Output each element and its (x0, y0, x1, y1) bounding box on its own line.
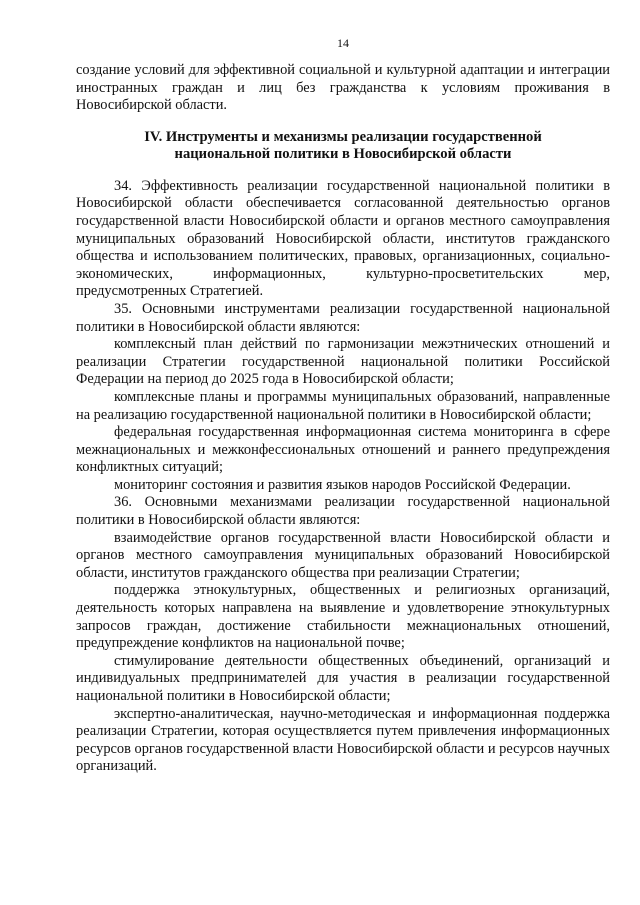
mechanism-item: взаимодействие органов государственной власти Новосибирской области и органов местного самоуправления муниципальных образований Новосибирской области, институтов гражданского общества при реализации Стратегии; (76, 529, 610, 581)
mechanism-item: стимулирование деятельности общественных объединений, организаций и индивидуальных предпринимателей для участия в реализации государственной национальной политики в Новосибирской области; (76, 652, 610, 704)
section-heading-line-1: IV. Инструменты и механизмы реализации государственной (144, 128, 542, 145)
document-page (76, 36, 610, 776)
paragraph-35: 35. Основными инструментами реализации государственной национальной политики в Новосибирской области являются: (76, 300, 610, 335)
page-number: 14 (337, 36, 349, 50)
instrument-item: федеральная государственная информационная система мониторинга в сфере межнациональных и межконфессиональных отношений и раннего предупреждения конфликтных ситуаций; (76, 424, 610, 476)
paragraph-34: 34. Эффективность реализации государственной национальной политики в Новосибирской области обеспечивается согласованной деятельностью органов государственной власти Новосибирской области и органов местного самоуправления муниципальных образований Новосибирской области, институтов гражданского общества и использованием политических, правовых, организационных, социально-экономических, информационных, культурно-просветительских мер, предусмотренных Стратегией. (76, 177, 610, 300)
intro-paragraph: создание условий для эффективной социальной и культурной адаптации и интеграции иностранных граждан и лиц без гражданства к условиям проживания в Новосибирской области. (76, 62, 610, 114)
mechanism-item: поддержка этнокультурных, общественных и религиозных организаций, деятельность которых направлена на выявление и удовлетворение этнокультурных запросов граждан, достижение стабильности межнациональных отношений, предупреждение конфликтов на национальной почве; (76, 582, 610, 652)
instrument-item: комплексный план действий по гармонизации межэтнических отношений и реализации Стратегии государственной национальной политики Российской Федерации на период до 2025 года в Новосибирской области; (76, 336, 610, 388)
instrument-item: мониторинг состояния и развития языков народов Российской Федерации. (114, 476, 571, 493)
section-heading-line-2: национальной политики в Новосибирской области (174, 145, 512, 162)
instrument-item: комплексные планы и программы муниципальных образований, направленные на реализацию государственной национальной политики в Новосибирской области; (76, 388, 610, 423)
mechanism-item: экспертно-аналитическая, научно-методическая и информационная поддержка реализации Стратегии, которая осуществляется путем привлечения информационных ресурсов органов государственной власти Новосибирской области и ресурсов научных организаций. (76, 705, 610, 775)
paragraph-36: 36. Основными механизмами реализации государственной национальной политики в Новосибирской области являются: (76, 494, 610, 529)
section-heading (76, 129, 610, 163)
